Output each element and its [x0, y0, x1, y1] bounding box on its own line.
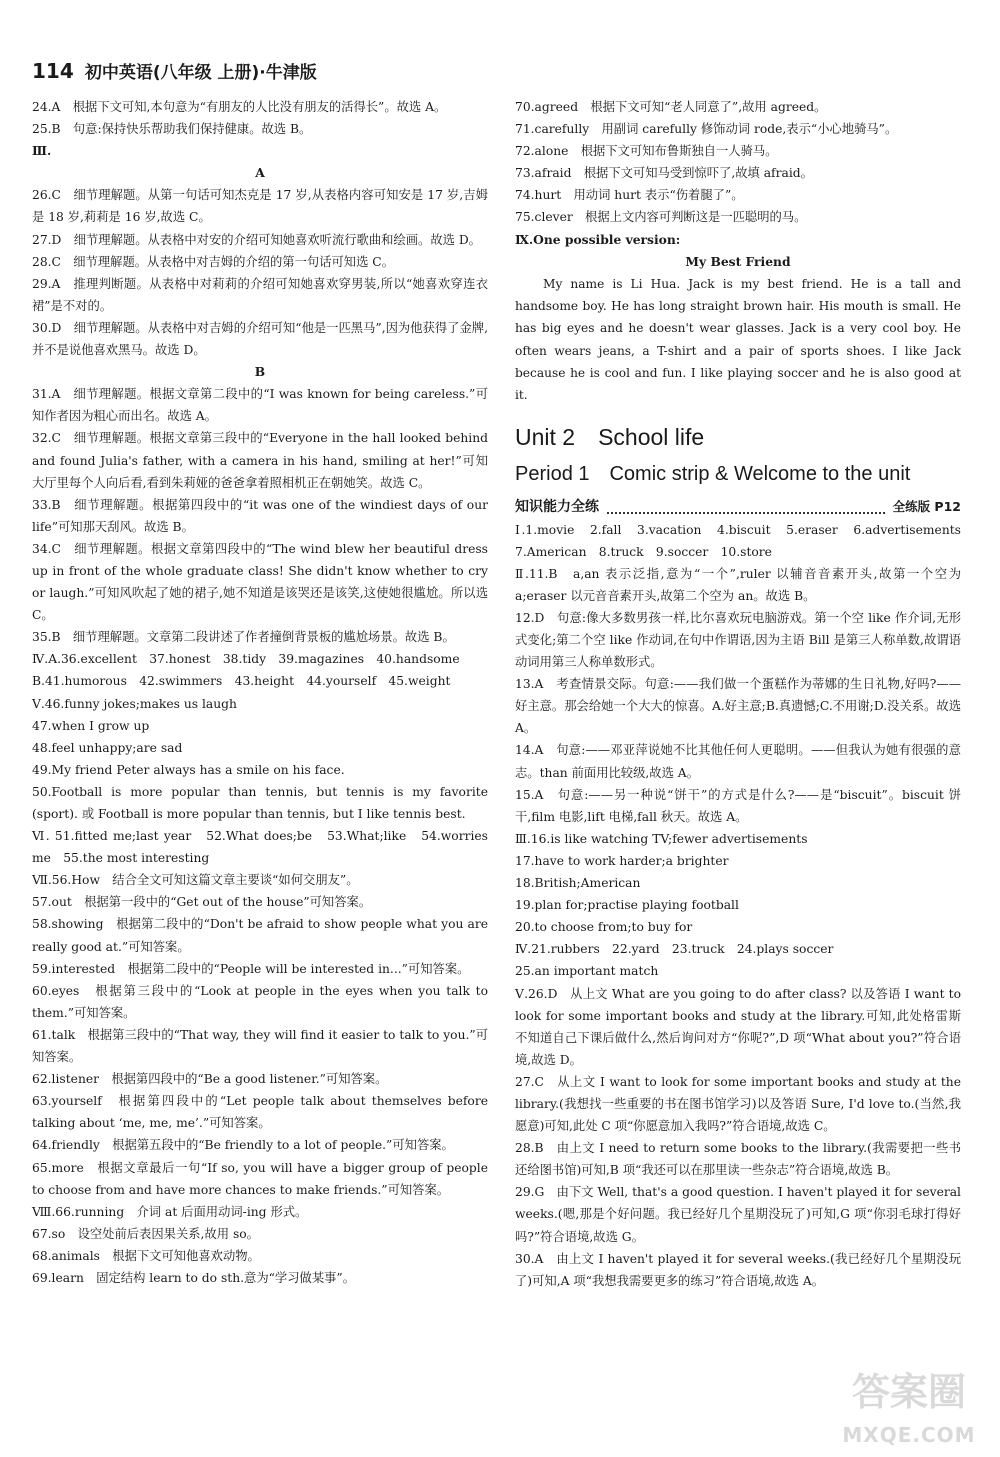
answer-item: 30.A 由上文 I haven't played it for several weeks.(我已经好几个星期没玩了)可知,A 项“我想我需要更多的练习”符合语境,故选 A。 [515, 1251, 961, 1288]
page-header [32, 58, 502, 88]
answer-item: 14.A 句意:——邓亚萍说她不比其他任何人更聪明。——但我认为她有很强的意志。than 前面用比较级,故选 A。 [515, 743, 961, 780]
answer-item: 32.C 细节理解题。根据文章第三段中的“Everyone in the hall looked behind and found Julia's father, with a camera in his hand, smiling at her!”可知大厅里每个人向后看,看到朱莉娅的爸爸拿着照相机正在朝她笑。故选 C。 [32, 431, 488, 490]
answer-item: 28.C 细节理解题。从表格中对吉姆的介绍的第一句话可知选 C。 [32, 254, 395, 269]
answer-item: 33.B 细节理解题。根据第四段中的“it was one of the windiest days of our life”可知那天刮风。故选 B。 [32, 497, 488, 534]
left-column [32, 96, 488, 1289]
answer-item: 63.yourself 根据第四段中的“Let people talk about themselves before talking about ‘me, me, me’.”可知答案。 [32, 1094, 488, 1131]
answer-item: 75.clever 根据上文内容可判断这是一匹聪明的马。 [515, 210, 807, 225]
answer-item: 18.British;American [515, 876, 641, 891]
essay-body: My name is Li Hua. Jack is my best friend. He is a tall and handsome boy. He has long straight brown hair. His mouth is small. He has big eyes and he doesn't wear glasses. Jack is a very cool boy. He often wears jeans, a T-shirt and a pair of sports shoes. I like Jack because he is cool and fun. I like playing soccer and he is also good at it. [515, 276, 961, 403]
answer-item: 70.agreed 根据下文可知“老人同意了”,故用 agreed。 [515, 100, 827, 114]
answer-item: 74.hurt 用动词 hurt 表示“伤着腿了”。 [515, 188, 744, 203]
section-reference: 全练版 P12 [892, 498, 961, 514]
section-label: Ⅲ. [32, 143, 52, 159]
answer-item: 19.plan for;practise playing football [515, 898, 739, 913]
answer-item: 68.animals 根据下文可知他喜欢动物。 [32, 1248, 260, 1263]
answer-item: Ⅶ.56.How 结合全文可知这篇文章主要谈“如何交朋友”。 [32, 873, 359, 888]
answer-item: 15.A 句意:——另一种说“饼干”的方式是什么?——是“biscuit”。biscuit 饼干,film 电影,lift 电梯,fall 秋天。故选 A。 [515, 787, 961, 824]
answer-item: 49.My friend Peter always has a smile on his face. [32, 762, 345, 777]
answer-item: 64.friendly 根据第五段中的“Be friendly to a lot of people.”可知答案。 [32, 1138, 454, 1153]
answer-item: 24.A 根据下文可知,本句意为“有朋友的人比没有朋友的活得长”。故选 A。 [32, 100, 447, 114]
answer-item: Ⅷ.66.running 介词 at 后面用动词-ing 形式。 [32, 1204, 308, 1219]
answer-item: 13.A 考查情景交际。句意:——我们做一个蛋糕作为蒂娜的生日礼物,好吗?——好主意。那会给她一个大大的惊喜。A.好主意;B.真遗憾;C.不用谢;D.没关系。故选 A。 [515, 677, 961, 736]
essay-title: My Best Friend [685, 253, 791, 269]
answer-item: 25.B 句意:保持快乐帮助我们保持健康。故选 B。 [32, 122, 312, 137]
answer-item: 27.D 细节理解题。从表格中对安的介绍可知她喜欢听流行歌曲和绘画。故选 D。 [32, 232, 481, 247]
subsection-label: A [255, 165, 265, 181]
answer-item: Ⅵ. 51.fitted me;last year 52.What does;be 53.What;like 54.worries me 55.the most interesting [32, 829, 488, 866]
right-column [515, 96, 974, 1292]
answer-item: 61.talk 根据第三段中的“That way, they will find it easier to talk to you.”可知答案。 [32, 1027, 488, 1065]
watermark-badge: 答案圈 [852, 1370, 967, 1414]
answer-item: Ⅲ.16.is like watching TV;fewer advertisements [515, 831, 808, 846]
answer-item: 12.D 句意:像大多数男孩一样,比尔喜欢玩电脑游戏。第一个空 like 作介词,无形式变化;第二个空 like 作动词,在句中作谓语,因为主语 Bill 是第三人称单数,故谓语动词用第三人称单数形式。 [515, 610, 961, 670]
answer-item: 65.more 根据文章最后一句“If so, you will have a bigger group of people to choose from and have more chances to make friends.”可知答案。 [32, 1160, 488, 1197]
answer-item: 69.learn 固定结构 learn to do sth.意为“学习做某事”。 [32, 1270, 356, 1285]
answer-item: Ⅱ.11.B a,an 表示泛指,意为“一个”,ruler 以辅音音素开头,故第一个空为 a;eraser 以元音音素开头,故第二个空为 an。故选 B。 [515, 566, 961, 603]
section-header [515, 495, 961, 519]
book-title: 初中英语(八年级 上册)·牛津版 [84, 63, 317, 83]
answer-item: 60.eyes 根据第三段中的“Look at people in the eyes when you talk to them.”可知答案。 [32, 983, 488, 1020]
answer-item: 28.B 由上文 I need to return some books to the library.(我需要把一些书还给图书馆)可知,B 项“我还可以在那里读一些杂志”符合语境,故选 B。 [515, 1141, 961, 1178]
writing-label: Ⅸ.One possible version: [515, 231, 681, 247]
answer-item: 25.an important match [515, 964, 659, 979]
answer-item: 27.C 从上文 I want to look for some important books and study at the library.(我想找一些重要的书在图书馆学习)以及答语 Sure, I'd love to.(当然,我愿意)可知,此处 C 项“你愿意加入我吗?”符合语境,故选 C。 [515, 1074, 961, 1134]
answer-item: 57.out 根据第一段中的“Get out of the house”可知答案。 [32, 895, 372, 910]
section-name: 知识能力全练 [515, 498, 599, 515]
answer-item: 31.A 细节理解题。根据文章第二段中的“I was known for being careless.”可知作者因为粗心而出名。故选 A。 [32, 387, 488, 424]
watermark-url: MXQE.COM [842, 1423, 976, 1447]
answer-item: 29.G 由下文 Well, that's a good question. I haven't played it for several weeks.(嗯,那是个好问题。我已经好几个星期没玩了)可知,G 项“你羽毛球打得好吗?”符合语境,故选 G。 [515, 1185, 961, 1244]
subsection-label: B [254, 364, 266, 380]
answer-item: 20.to choose from;to buy for [515, 920, 693, 935]
watermark-logo [834, 1361, 984, 1447]
dotted-leader [607, 500, 885, 514]
answer-item: Ⅰ.1.movie 2.fall 3.vacation 4.biscuit 5.eraser 6.advertisements 7.American 8.truck 9.soccer 10.store [515, 522, 974, 559]
answer-item: 72.alone 根据下文可知布鲁斯独自一人骑马。 [515, 144, 778, 159]
answer-item: B.41.humorous 42.swimmers 43.height 44.yourself 45.weight [32, 674, 451, 689]
answer-item: 34.C 细节理解题。根据文章第四段中的“The wind blew her beautiful dress up in front of the whole graduate class! She didn't know whether to cry or laugh.”可知风吹起了她的裙子,她不知道是该哭还是该笑,这使她很尴尬。所以选 C。 [32, 541, 488, 623]
answer-item: Ⅳ.21.rubbers 22.yard 23.truck 24.plays soccer [515, 942, 834, 957]
answer-item: Ⅳ.A.36.excellent 37.honest 38.tidy 39.magazines 40.handsome [32, 652, 460, 667]
page-number: 114 [32, 59, 74, 83]
answer-item: 71.carefully 用副词 carefully 修饰动词 rode,表示“小心地骑马”。 [515, 122, 898, 137]
answer-item: 26.C 细节理解题。从第一句话可知杰克是 17 岁,从表格内容可知安是 17 岁,吉姆是 18 岁,莉莉是 16 岁,故选 C。 [32, 188, 488, 225]
answer-item: 17.have to work harder;a brighter [515, 853, 729, 868]
answer-item: Ⅴ.46.funny jokes;makes us laugh [32, 696, 237, 711]
period-title: Period 1 Comic strip & Welcome to the unit [515, 462, 911, 485]
answer-item: 59.interested 根据第二段中的“People will be interested in...”可知答案。 [32, 961, 470, 976]
answer-item: 73.afraid 根据下文可知马受到惊吓了,故填 afraid。 [515, 166, 813, 181]
answer-item: 29.A 推理判断题。从表格中对莉莉的介绍可知她喜欢穿男装,所以“她喜欢穿连衣裙”是不对的。 [32, 276, 488, 313]
answer-item: 62.listener 根据第四段中的“Be a good listener.”可知答案。 [32, 1072, 388, 1087]
answer-item: 67.so 设空处前后表因果关系,故用 so。 [32, 1226, 259, 1241]
answer-item: 30.D 细节理解题。从表格中对吉姆的介绍可知“他是一匹黑马”,因为他获得了金牌,并不是说他喜欢黑马。故选 D。 [32, 320, 488, 358]
answer-item: 50.Football is more popular than tennis, but tennis is my favorite (sport). 或 Football is more popular than tennis, but I like tennis best. [32, 784, 488, 821]
answer-item: Ⅴ.26.D 从上文 What are you going to do after class? 以及答语 I want to look for some important books and study at the library.可知,此处格雷斯不知道自己下课后做什么,然后询问对方“你呢?”,D 项“What about you?”符合语境,故选 D。 [515, 986, 961, 1067]
unit-title: Unit 2 School life [515, 423, 705, 450]
answer-item: 48.feel unhappy;are sad [32, 740, 183, 755]
answer-item: 47.when I grow up [32, 718, 150, 733]
answer-item: 58.showing 根据第二段中的“Don't be afraid to show people what you are really good at.”可知答案。 [32, 917, 488, 954]
answer-item: 35.B 细节理解题。文章第二段讲述了作者撞倒背景板的尴尬场景。故选 B。 [32, 630, 455, 645]
